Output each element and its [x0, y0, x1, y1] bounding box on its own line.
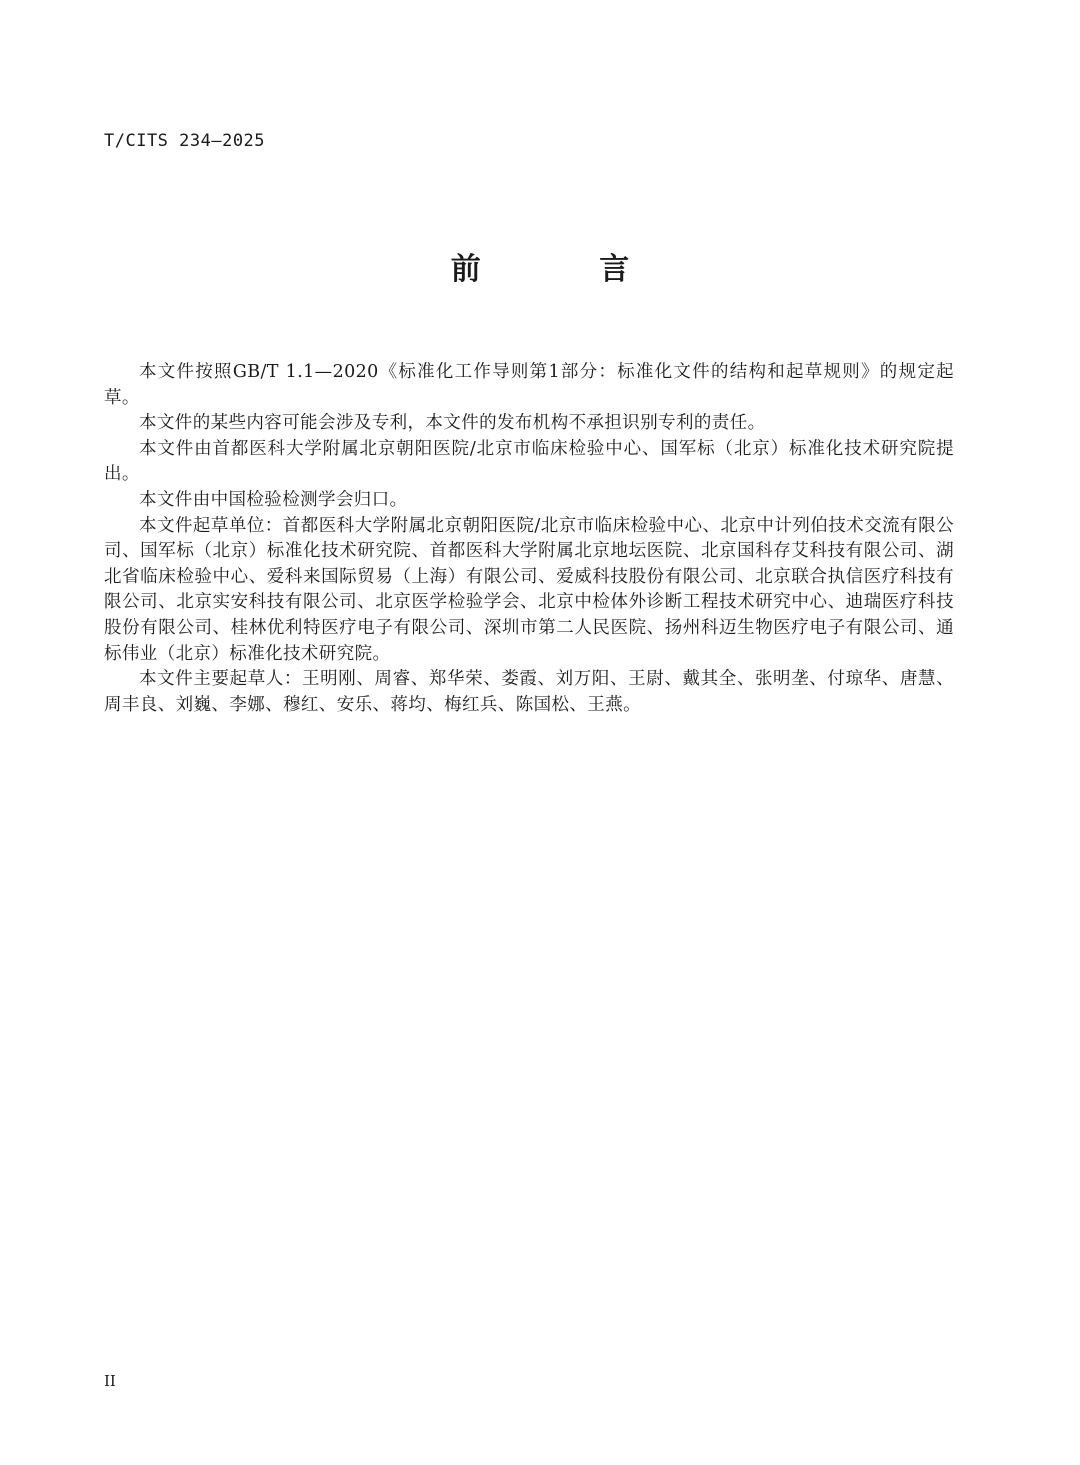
paragraph-administrator: 本文件由中国检验检测学会归口。 — [139, 489, 408, 510]
document-code: T/CITS 234—2025 — [104, 131, 266, 151]
paragraph-patent-notice: 本文件的某些内容可能会涉及专利，本文件的发布机构不承担识别专利的责任。 — [139, 413, 766, 434]
page-number: II — [104, 1372, 116, 1390]
paragraph-drafting-basis: 本文件按照GB/T 1.1—2020《标准化工作导则第1部分：标准化文件的结构和起草规则》的规定起草。 — [104, 362, 954, 408]
paragraph-drafters: 本文件主要起草人：王明刚、周睿、郑华荣、娄霞、刘万阳、王尉、戴其全、张明垄、付琼华、唐慧、周丰良、刘巍、李娜、穆红、安乐、蒋均、梅红兵、陈国松、王燕。 — [104, 669, 954, 715]
foreword-body — [104, 360, 954, 718]
page-title: 前 言 — [450, 252, 684, 287]
paragraph-proposer: 本文件由首都医科大学附属北京朝阳医院/北京市临床检验中心、国军标（北京）标准化技术研究院提出。 — [104, 438, 954, 485]
paragraph-drafting-units: 本文件起草单位：首都医科大学附属北京朝阳医院/北京市临床检验中心、北京中计列伯技术交流有限公司、国军标（北京）标准化技术研究院、首都医科大学附属北京地坛医院、北京国科存艾科技有限公司、湖北省临床检验中心、爱科来国际贸易（上海）有限公司、爱威科技股份有限公司、北京联合执信医疗科技有限公司、北京实安科技有限公司、北京医学检验学会、北京中检体外诊断工程技术研究中心、迪瑞医疗科技股份有限公司、桂林优利特医疗电子有限公司、深圳市第二人民医院、扬州科迈生物医疗电子有限公司、通标伟业（北京）标准化技术研究院。 — [104, 515, 954, 664]
